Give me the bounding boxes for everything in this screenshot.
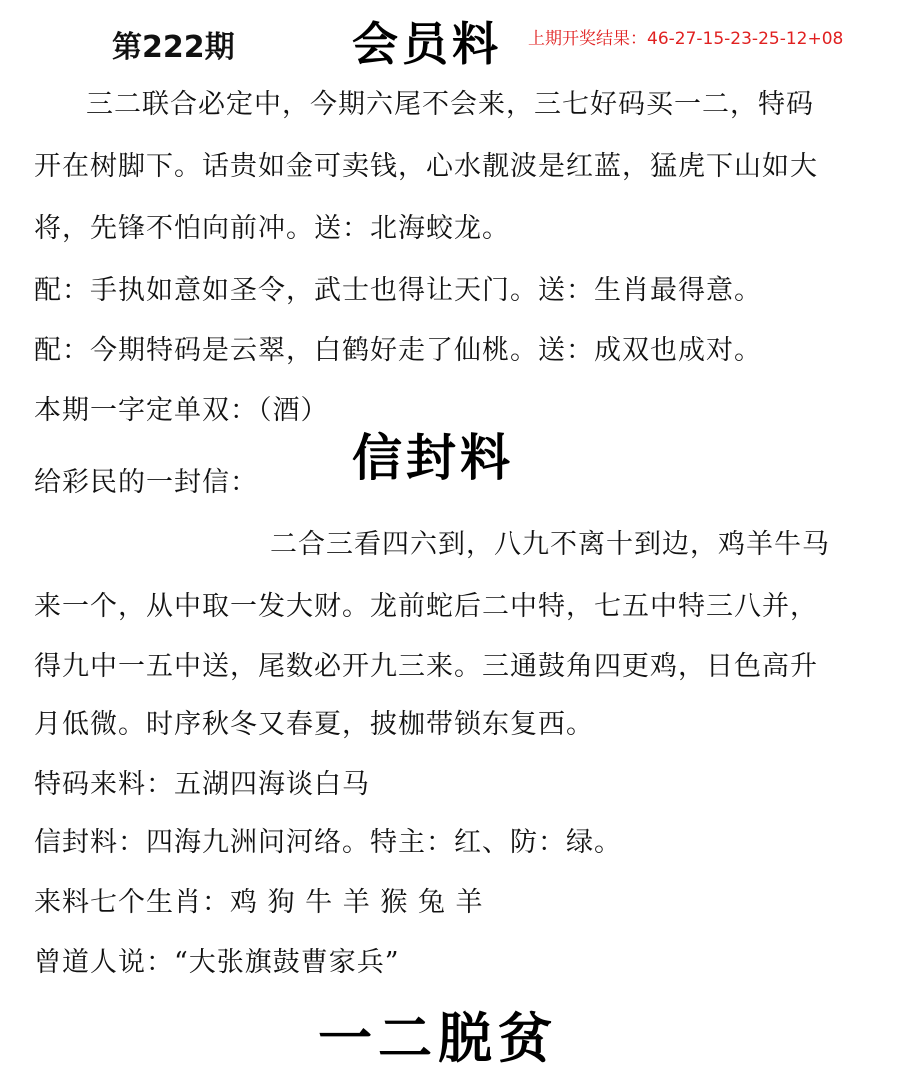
poem-line-1: 二合三看四六到，八九不离十到边，鸡羊牛马 [270,529,830,560]
poem-line-3: 得九中一五中送，尾数必开九三来。三通鼓角四更鸡，日色高升 [34,651,818,682]
info-line-1: 特码来料：五湖四海谈白马 [34,769,370,800]
poem-line-4: 月低微。时序秋冬又春夏，披枷带锁东复西。 [34,709,594,740]
info-line-4: 曾道人说：“大张旗鼓曹家兵” [34,947,400,978]
member-line-3: 将，先锋不怕向前冲。送：北海蛟龙。 [34,213,510,244]
member-title: 会员料 [352,17,502,71]
letter-title: 信封料 [352,428,514,487]
info-line-2: 信封料：四海九洲问河络。特主：红、防：绿。 [34,827,622,858]
issue-number: 第222期 [112,30,235,65]
letter-greeting: 给彩民的一封信： [34,467,258,498]
poem-line-2: 来一个，从中取一发大财。龙前蛇后二中特，七五中特三八并， [34,591,818,622]
member-line-6: 本期一字定单双：（酒） [34,395,329,426]
member-line-4: 配：手执如意如圣令，武士也得让天门。送：生肖最得意。 [34,275,762,306]
member-line-5: 配：今期特码是云翠，白鹤好走了仙桃。送：成双也成对。 [34,335,762,366]
bottom-title: 一二脱贫 [318,1006,558,1070]
member-line-2: 开在树脚下。话贵如金可卖钱，心水靓波是红蓝，猛虎下山如大 [34,151,818,182]
member-line-1: 三二联合必定中，今期六尾不会来，三七好码买一二，特码 [86,89,814,120]
last-result: 上期开奖结果：46-27-15-23-25-12+08 [528,29,844,49]
info-line-3: 来料七个生肖：鸡 狗 牛 羊 猴 兔 羊 [34,887,484,918]
